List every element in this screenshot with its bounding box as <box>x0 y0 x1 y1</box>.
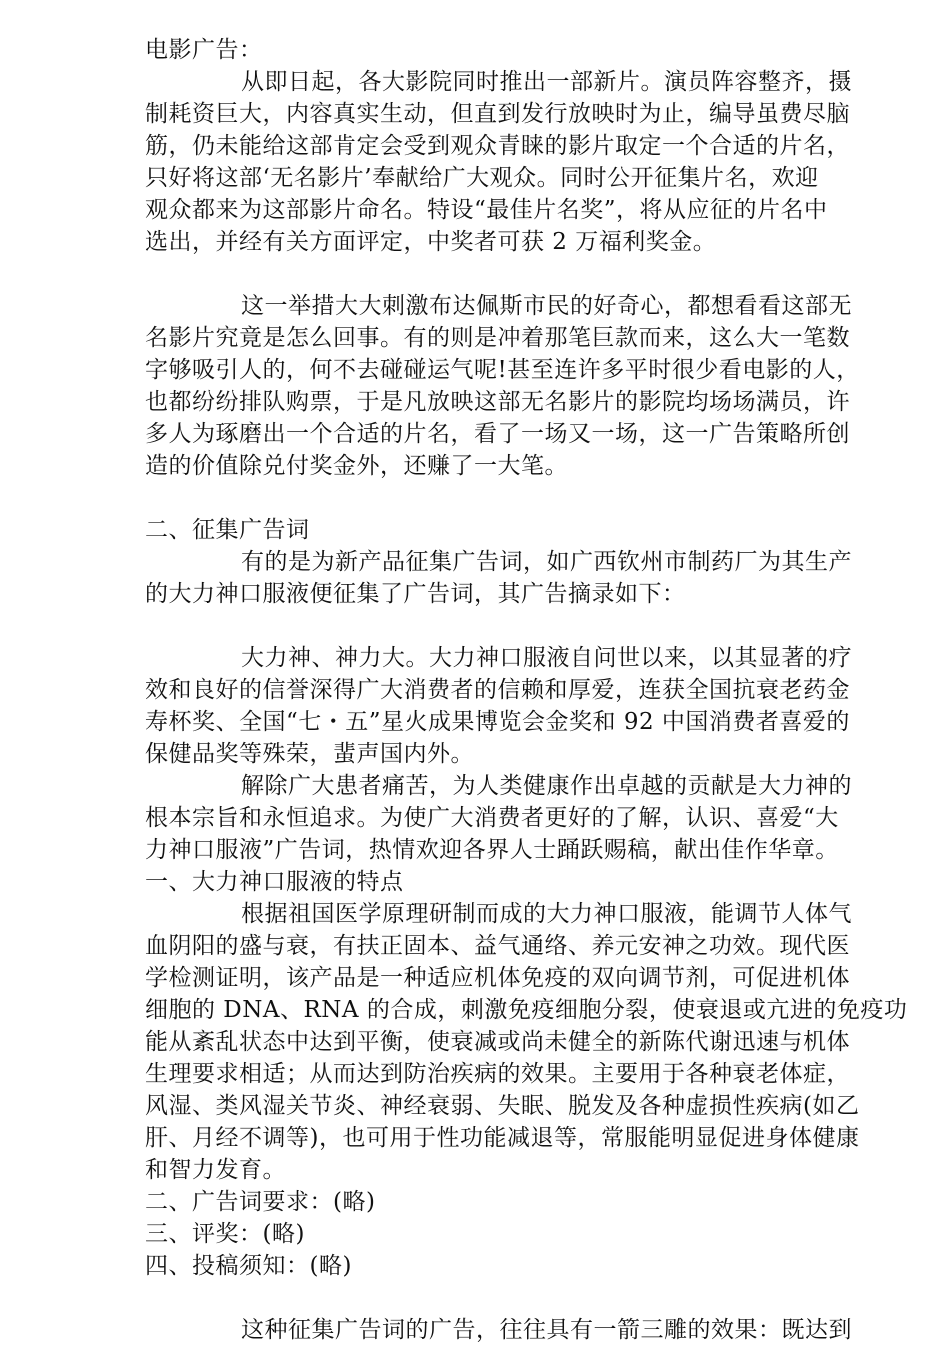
text-line: 学检测证明，该产品是一种适应机体免疫的双向调节剂，可促进机体 <box>145 965 850 991</box>
text-line: 多人为琢磨出一个合适的片名，看了一场又一场，这一广告策略所创 <box>145 421 850 447</box>
text-line: 肝、月经不调等)，也可用于性功能减退等，常服能明显促进身体健康 <box>145 1125 860 1151</box>
paragraph-gap <box>145 610 880 642</box>
text-line: 根本宗旨和永恒追求。为使广大消费者更好的了解，认识、喜爱“大 <box>145 805 839 831</box>
text-line: 细胞的 DNA、RNA 的合成，刺激免疫细胞分裂，使衰退或亢进的免疫功 <box>145 997 908 1023</box>
text-line: 只好将这部‘无名影片’奉献给广大观众。同时公开征集片名，欢迎 <box>145 165 819 191</box>
text-line: 筋，仍未能给这部肯定会受到观众青睐的影片取定一个合适的片名， <box>145 133 850 159</box>
text-line: 二、征集广告词 <box>145 517 310 543</box>
paragraph-gap <box>145 482 880 514</box>
text-line: 有的是为新产品征集广告词，如广西钦州市制药厂为其生产 <box>241 549 852 575</box>
text-line: 大力神、神力大。大力神口服液自问世以来，以其显著的疗 <box>241 645 852 671</box>
text-line: 也都纷纷排队购票，于是凡放映这部无名影片的影院均场场满员，许 <box>145 389 850 415</box>
text-line: 这种征集广告词的广告，往往具有一箭三雕的效果：既达到 <box>241 1317 852 1343</box>
text-line: 效和良好的信誉深得广大消费者的信赖和厚爱，连获全国抗衰老药金 <box>145 677 850 703</box>
text-line: 观众都来为这部影片命名。特设“最佳片名奖”，将从应征的片名中 <box>145 197 828 223</box>
paragraph-gap <box>145 258 880 290</box>
text-line: 三、评奖：(略) <box>145 1221 305 1247</box>
text-line: 能从紊乱状态中达到平衡，使衰减或尚未健全的新陈代谢迅速与机体 <box>145 1029 850 1055</box>
text-line: 二、广告词要求：(略) <box>145 1189 376 1215</box>
text-line: 解除广大患者痛苦，为人类健康作出卓越的贡献是大力神的 <box>241 773 852 799</box>
text-line: 四、投稿须知：(略) <box>145 1253 352 1279</box>
text-line: 从即日起，各大影院同时推出一部新片。演员阵容整齐，摄 <box>241 69 852 95</box>
text-line: 制耗资巨大，内容真实生动，但直到发行放映时为止，编导虽费尽脑 <box>145 101 850 127</box>
text-line: 字够吸引人的，何不去碰碰运气呢!甚至连许多平时很少看电影的人， <box>145 357 860 383</box>
text-line: 选出，并经有关方面评定，中奖者可获 2 万福利奖金。 <box>145 229 717 255</box>
text-line: 电影广告： <box>145 37 263 63</box>
text-line: 和智力发育。 <box>145 1157 286 1183</box>
document-page <box>145 34 908 1346</box>
text-line: 生理要求相适；从而达到防治疾病的效果。主要用于各种衰老体症， <box>145 1061 850 1087</box>
text-line: 力神口服液”广告词，热情欢迎各界人士踊跃赐稿，献出佳作华章。 <box>145 837 839 863</box>
text-line: 造的价值除兑付奖金外，还赚了一大笔。 <box>145 453 568 479</box>
paragraph-gap <box>145 1282 880 1314</box>
text-line: 一、大力神口服液的特点 <box>145 869 404 895</box>
text-line: 名影片究竟是怎么回事。有的则是冲着那笔巨款而来，这么大一笔数 <box>145 325 850 351</box>
text-line: 风湿、类风湿关节炎、神经衰弱、失眠、脱发及各种虚损性疾病(如乙 <box>145 1093 860 1119</box>
text-line: 血阴阳的盛与衰，有扶正固本、益气通络、养元安神之功效。现代医 <box>145 933 850 959</box>
text-line: 根据祖国医学原理研制而成的大力神口服液，能调节人体气 <box>241 901 852 927</box>
text-line: 保健品奖等殊荣，蜚声国内外。 <box>145 741 474 767</box>
text-line: 寿杯奖、全国“七・五”星火成果博览会金奖和 92 中国消费者喜爱的 <box>145 709 850 735</box>
text-line: 的大力神口服液便征集了广告词，其广告摘录如下： <box>145 581 686 607</box>
text-line: 这一举措大大刺激布达佩斯市民的好奇心，都想看看这部无 <box>241 293 852 319</box>
